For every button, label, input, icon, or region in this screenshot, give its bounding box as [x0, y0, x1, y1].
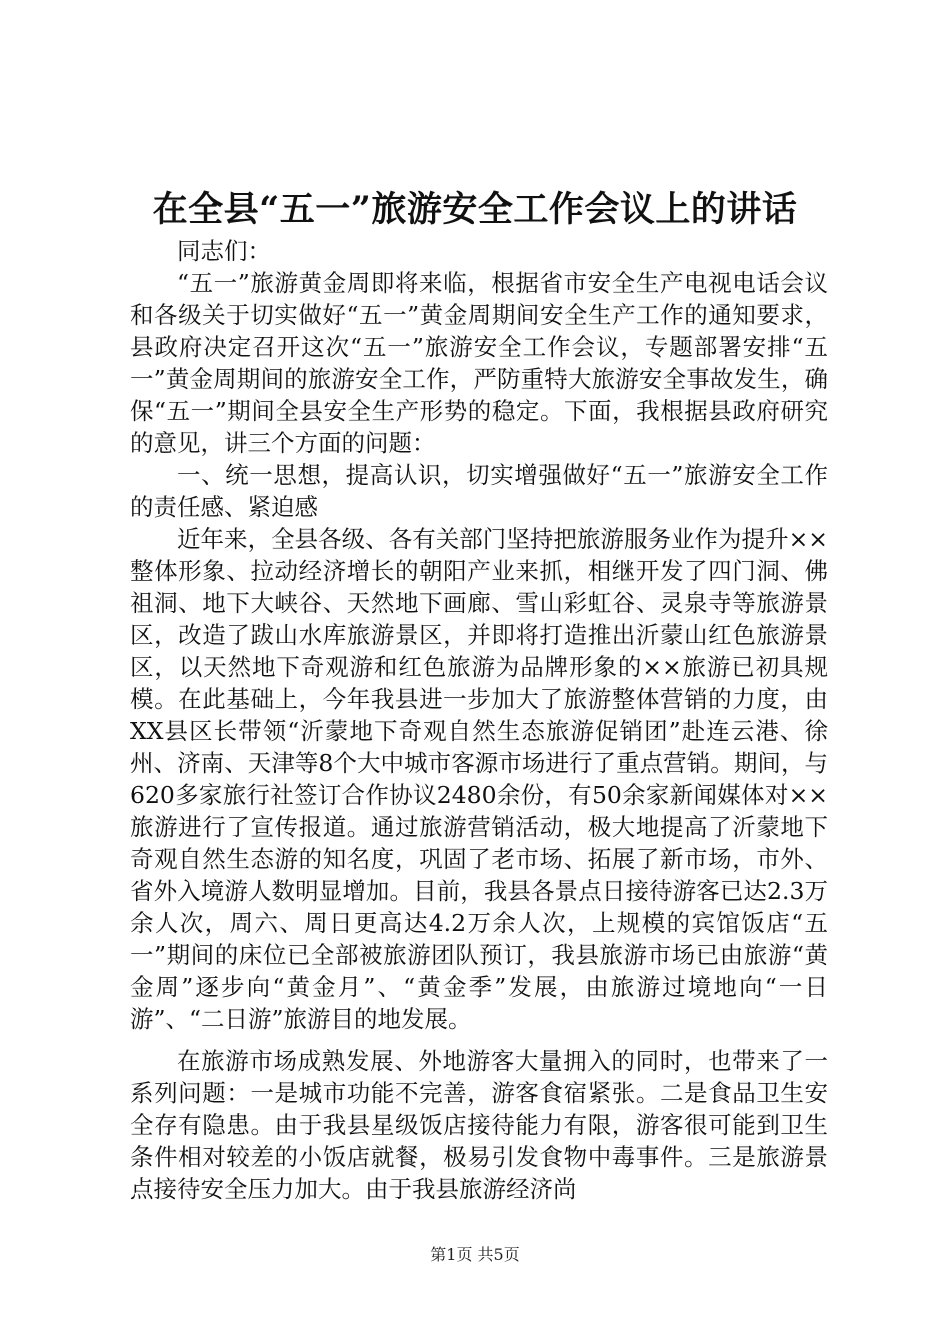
body-paragraph-tourism-growth: 近年来，全县各级、各有关部门坚持把旅游服务业作为提升××整体形象、拉动经济增长的朝阳产业来抓，相继开发了四门洞、佛祖洞、地下大峡谷、天然地下画廊、雪山彩虹谷、灵泉寺等旅游景区，改造了跋山水库旅游景区，并即将打造推出沂蒙山红色旅游景区，以天然地下奇观游和红色旅游为品牌形象的××旅游已初具规模。在此基础上，今年我县进一步加大了旅游整体营销的力度，由XX县区长带领“沂蒙地下奇观自然生态旅游促销团”赴连云港、徐州、济南、天津等8个大中城市客源市场进行了重点营销。期间，与620多家旅行社签订合作协议2480余份，有50余家新闻媒体对××旅游进行了宣传报道。通过旅游营销活动，极大地提高了沂蒙地下奇观自然生态游的知名度，巩固了老市场、拓展了新市场，市外、省外入境游人数明显增加。目前，我县各景点日接待游客已达2.3万余人次，周六、周日更高达4.2万余人次，上规模的宾馆饭店“五一”期间的床位已全部被旅游团队预订，我县旅游市场已由旅游“黄金周”逐步向“黄金月”、“黄金季”发展，由旅游过境地向“一日游”、“二日游”旅游目的地发展。 [130, 525, 828, 1033]
greeting-paragraph: 同志们： [177, 237, 271, 265]
document-title: 在全县“五一”旅游安全工作会议上的讲话 [152, 189, 798, 230]
section-heading-1: 一、统一思想，提高认识，切实增强做好“五一”旅游安全工作的责任感、紧迫感 [130, 461, 828, 521]
body-paragraph-problems: 在旅游市场成熟发展、外地游客大量拥入的同时，也带来了一系列问题：一是城市功能不完善，游客食宿紧张。二是食品卫生安全存有隐患。由于我县星级饭店接待能力有限，游客很可能到卫生条件相对较差的小饭店就餐，极易引发食物中毒事件。三是旅游景点接待安全压力加大。由于我县旅游经济尚 [130, 1047, 828, 1203]
body-paragraph-intro: “五一”旅游黄金周即将来临，根据省市安全生产电视电话会议和各级关于切实做好“五一”黄金周期间安全生产工作的通知要求，县政府决定召开这次“五一”旅游安全工作会议，专题部署安排“五一”黄金周期间的旅游安全工作，严防重特大旅游安全事故发生，确保“五一”期间全县安全生产形势的稳定。下面，我根据县政府研究的意见，讲三个方面的问题： [130, 269, 828, 457]
document-body [130, 235, 828, 1205]
page-number-footer: 第1页 共5页 [430, 1245, 520, 1264]
